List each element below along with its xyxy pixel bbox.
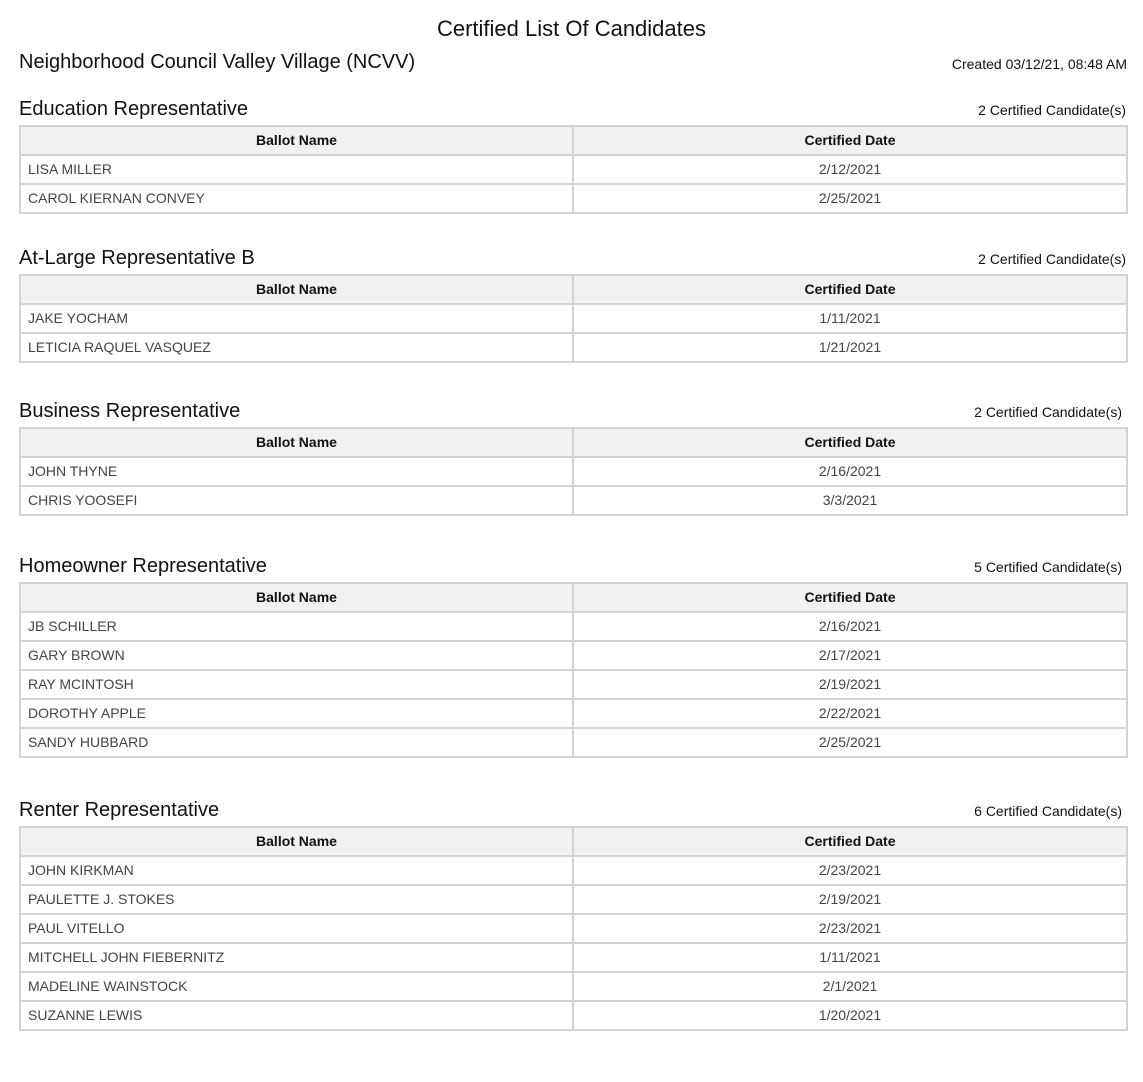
ballot-name-cell: PAUL VITELLO (20, 914, 573, 943)
certified-date-cell: 2/25/2021 (573, 184, 1127, 213)
section-title: Education Representative (19, 98, 249, 120)
candidates-table (19, 274, 1128, 363)
ballot-name-cell: JOHN KIRKMAN (20, 856, 573, 885)
section-header (19, 399, 1126, 427)
table-row (20, 333, 1127, 362)
column-header-ballot-name: Ballot Name (20, 583, 573, 612)
certified-date-cell: 2/12/2021 (573, 155, 1127, 184)
section-header (19, 554, 1126, 582)
candidates-table (19, 125, 1128, 214)
table-row (20, 856, 1127, 885)
table-row (20, 304, 1127, 333)
section-header (19, 97, 1126, 125)
table-row (20, 184, 1127, 213)
column-header-certified-date: Certified Date (573, 126, 1127, 155)
candidate-section (19, 798, 1126, 1031)
certified-count: 2 Certified Candidate(s) (978, 102, 1126, 118)
certified-date-cell: 2/16/2021 (573, 612, 1127, 641)
section-title: Renter Representative (19, 799, 220, 821)
column-header-certified-date: Certified Date (573, 583, 1127, 612)
ballot-name-cell: GARY BROWN (20, 641, 573, 670)
ballot-name-cell: SUZANNE LEWIS (20, 1001, 573, 1030)
ballot-name-cell: RAY MCINTOSH (20, 670, 573, 699)
certified-count: 2 Certified Candidate(s) (978, 251, 1126, 267)
certified-date-cell: 1/21/2021 (573, 333, 1127, 362)
certified-date-cell: 2/16/2021 (573, 457, 1127, 486)
ballot-name-cell: MITCHELL JOHN FIEBERNITZ (20, 943, 573, 972)
candidate-section (19, 399, 1126, 516)
certified-date-cell: 2/17/2021 (573, 641, 1127, 670)
candidates-table (19, 427, 1128, 516)
certified-date-cell: 2/23/2021 (573, 914, 1127, 943)
table-row (20, 699, 1127, 728)
table-row (20, 670, 1127, 699)
table-header-row (20, 583, 1127, 612)
ballot-name-cell: JAKE YOCHAM (20, 304, 573, 333)
column-header-certified-date: Certified Date (573, 275, 1127, 304)
certified-date-cell: 2/25/2021 (573, 728, 1127, 757)
ballot-name-cell: CAROL KIERNAN CONVEY (20, 184, 573, 213)
table-header-row (20, 275, 1127, 304)
table-row (20, 155, 1127, 184)
table-row (20, 943, 1127, 972)
certified-date-cell: 3/3/2021 (573, 486, 1127, 515)
column-header-certified-date: Certified Date (573, 428, 1127, 457)
candidates-table (19, 826, 1128, 1031)
certified-date-cell: 2/1/2021 (573, 972, 1127, 1001)
table-row (20, 457, 1127, 486)
candidate-section (19, 554, 1126, 758)
ballot-name-cell: SANDY HUBBARD (20, 728, 573, 757)
ballot-name-cell: MADELINE WAINSTOCK (20, 972, 573, 1001)
council-name: Neighborhood Council Valley Village (NCVV) (19, 51, 416, 73)
section-title: Business Representative (19, 400, 241, 422)
table-header-row (20, 126, 1127, 155)
certified-date-cell: 2/23/2021 (573, 856, 1127, 885)
document-title: Certified List Of Candidates (436, 16, 707, 41)
ballot-name-cell: JOHN THYNE (20, 457, 573, 486)
certified-date-cell: 2/22/2021 (573, 699, 1127, 728)
section-header (19, 798, 1126, 826)
table-row (20, 612, 1127, 641)
certified-date-cell: 1/20/2021 (573, 1001, 1127, 1030)
section-header (19, 246, 1126, 274)
certified-date-cell: 2/19/2021 (573, 670, 1127, 699)
candidates-table (19, 582, 1128, 758)
ballot-name-cell: PAULETTE J. STOKES (20, 885, 573, 914)
table-row (20, 972, 1127, 1001)
table-row (20, 486, 1127, 515)
column-header-ballot-name: Ballot Name (20, 827, 573, 856)
table-header-row (20, 827, 1127, 856)
column-header-certified-date: Certified Date (573, 827, 1127, 856)
ballot-name-cell: CHRIS YOOSEFI (20, 486, 573, 515)
ballot-name-cell: JB SCHILLER (20, 612, 573, 641)
section-title: Homeowner Representative (19, 555, 267, 577)
section-title: At-Large Representative B (19, 247, 255, 269)
table-row (20, 641, 1127, 670)
certified-date-cell: 1/11/2021 (573, 304, 1127, 333)
ballot-name-cell: LETICIA RAQUEL VASQUEZ (20, 333, 573, 362)
certified-count: 5 Certified Candidate(s) (974, 559, 1122, 575)
table-row (20, 914, 1127, 943)
column-header-ballot-name: Ballot Name (20, 275, 573, 304)
ballot-name-cell: LISA MILLER (20, 155, 573, 184)
candidate-section (19, 97, 1126, 214)
certified-date-cell: 2/19/2021 (573, 885, 1127, 914)
column-header-ballot-name: Ballot Name (20, 126, 573, 155)
created-timestamp: Created 03/12/21, 08:48 AM (951, 56, 1127, 72)
table-row (20, 1001, 1127, 1030)
table-row (20, 728, 1127, 757)
certified-count: 2 Certified Candidate(s) (974, 404, 1122, 420)
ballot-name-cell: DOROTHY APPLE (20, 699, 573, 728)
certified-date-cell: 1/11/2021 (573, 943, 1127, 972)
candidate-section (19, 246, 1126, 363)
table-header-row (20, 428, 1127, 457)
table-row (20, 885, 1127, 914)
column-header-ballot-name: Ballot Name (20, 428, 573, 457)
certified-count: 6 Certified Candidate(s) (974, 803, 1122, 819)
